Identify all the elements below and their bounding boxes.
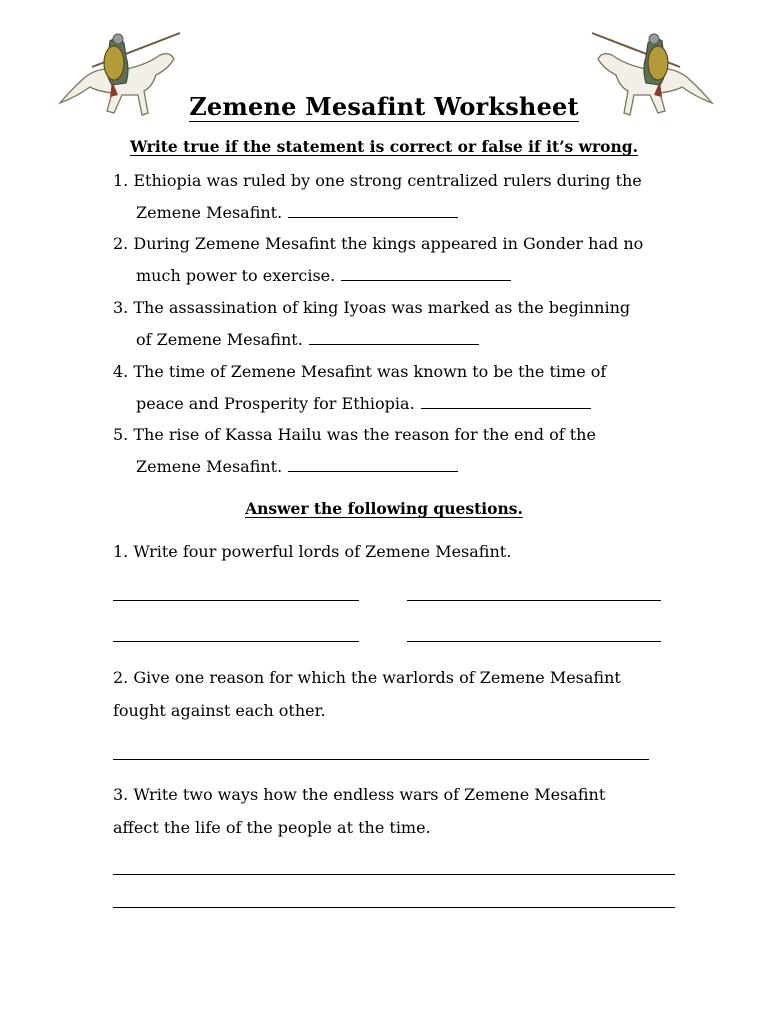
answer-line[interactable] bbox=[113, 759, 649, 760]
questions-instruction: Answer the following questions. bbox=[245, 499, 523, 518]
question-1: 1. Write four powerful lords of Zemene Mesafint. bbox=[113, 542, 512, 561]
answer-line[interactable] bbox=[113, 641, 359, 642]
answer-line[interactable] bbox=[113, 600, 359, 601]
statement-1-cont: Zemene Mesafint. bbox=[136, 203, 458, 223]
answer-blank[interactable] bbox=[288, 203, 458, 218]
answer-line[interactable] bbox=[407, 600, 661, 601]
answer-line[interactable] bbox=[113, 874, 675, 875]
statement-3-cont: of Zemene Mesafint. bbox=[136, 330, 479, 350]
page-title: Zemene Mesafint Worksheet bbox=[189, 92, 579, 121]
question-2-cont: fought against each other. bbox=[113, 701, 326, 720]
statement-2: 2. During Zemene Mesafint the kings appeared in Gonder had no bbox=[113, 234, 644, 253]
answer-line[interactable] bbox=[407, 641, 661, 642]
answer-line[interactable] bbox=[113, 907, 675, 908]
question-3-cont: affect the life of the people at the time. bbox=[113, 818, 431, 837]
answer-blank[interactable] bbox=[309, 330, 479, 345]
question-3: 3. Write two ways how the endless wars of Zemene Mesafint bbox=[113, 785, 606, 804]
statement-4: 4. The time of Zemene Mesafint was known to be the time of bbox=[113, 362, 607, 381]
statement-2-cont: much power to exercise. bbox=[136, 266, 511, 286]
question-2: 2. Give one reason for which the warlords of Zemene Mesafint bbox=[113, 668, 621, 687]
answer-blank[interactable] bbox=[288, 457, 458, 472]
statement-3: 3. The assassination of king Iyoas was marked as the beginning bbox=[113, 298, 631, 317]
answer-blank[interactable] bbox=[421, 394, 591, 409]
statement-5: 5. The rise of Kassa Hailu was the reason for the end of the bbox=[113, 425, 596, 444]
statement-4-cont: peace and Prosperity for Ethiopia. bbox=[136, 394, 591, 414]
answer-blank[interactable] bbox=[341, 266, 511, 281]
true-false-instruction: Write true if the statement is correct or false if it’s wrong. bbox=[129, 137, 639, 156]
statement-5-cont: Zemene Mesafint. bbox=[136, 457, 458, 477]
statement-1: 1. Ethiopia was ruled by one strong centralized rulers during the bbox=[113, 171, 642, 190]
